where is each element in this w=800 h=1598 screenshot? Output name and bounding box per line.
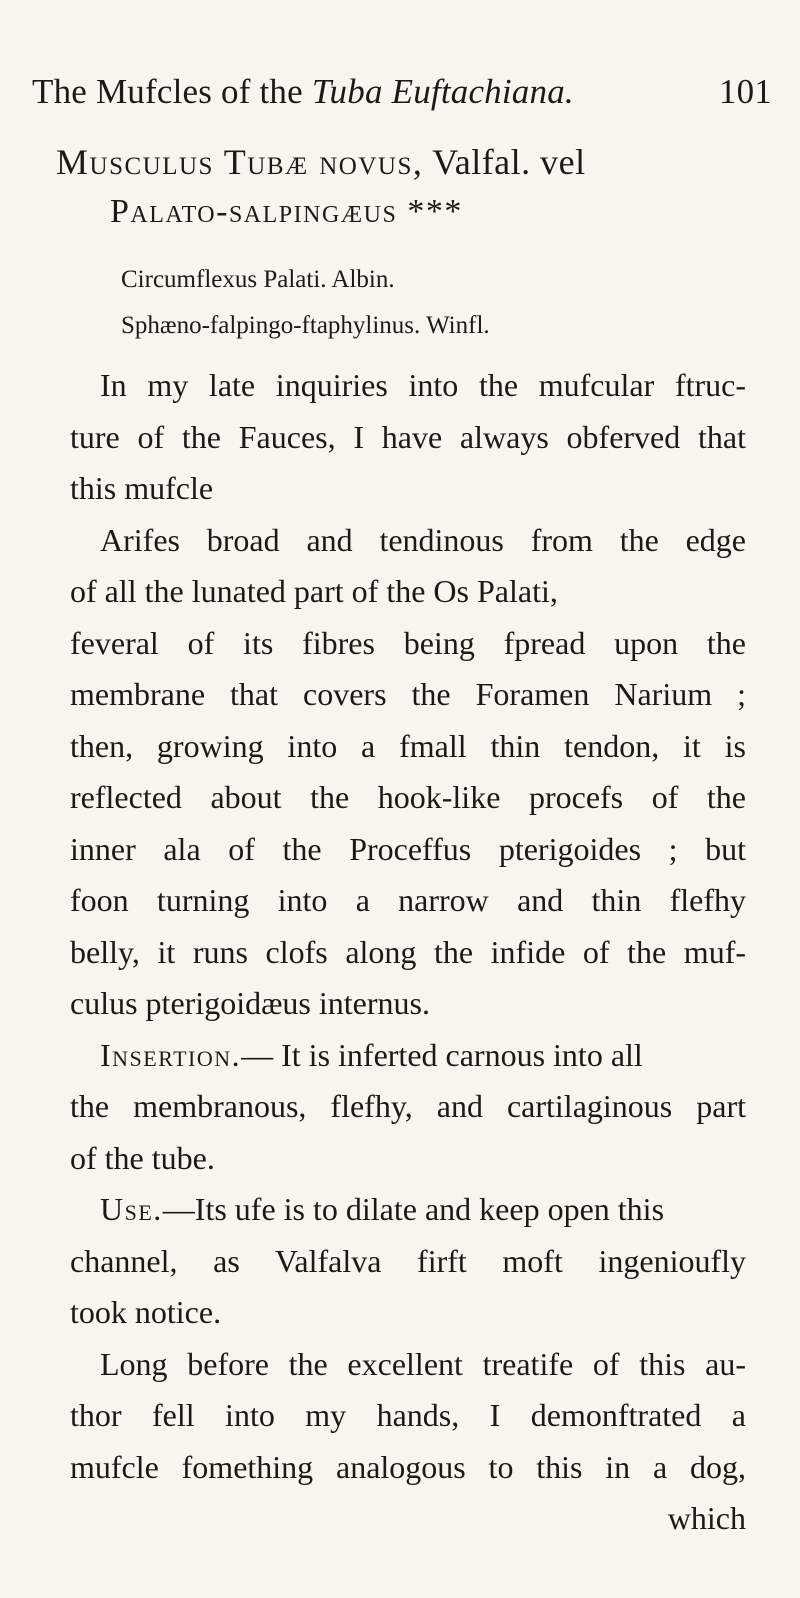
text-line: belly, it runs clofs along the infide of the muf- <box>70 933 746 970</box>
synonym-line: Circumflexus Palati. Albin. <box>121 266 395 293</box>
heading-line-2: Palato-salpingæus *** <box>110 193 463 230</box>
page-number: 101 <box>718 72 772 111</box>
heading-author: Valfal. vel <box>423 142 586 182</box>
synonym-line: Sphæno-falpingo-ftaphylinus. Winfl. <box>121 312 490 339</box>
catchword: which <box>667 1500 746 1536</box>
text-line: channel, as Valfalva firft moft ingenioufly <box>70 1242 746 1279</box>
text-line: feveral of its fibres being fpread upon the <box>70 624 746 661</box>
text-line <box>70 1030 746 1082</box>
text-line: ture of the Fauces, I have always obferved that <box>70 418 746 455</box>
text-line: the membranous, flefhy, and cartilaginous part <box>70 1088 746 1124</box>
insertion-text: — It is inferted carnous into all <box>241 1036 643 1073</box>
body-text <box>70 360 746 1545</box>
text-line: inner ala of the Proceffus pterigoides ; but <box>70 830 746 867</box>
running-head-title: The Mufcles of the <box>32 72 312 111</box>
text-line <box>70 1184 746 1236</box>
text-line: reflected about the hook-like procefs of the <box>70 779 746 815</box>
running-head <box>32 72 772 112</box>
text-line: of the tube. <box>70 1139 215 1176</box>
text-line: mufcle fomething analogous to this in a dog, <box>70 1448 746 1485</box>
use-text: —Its ufe is to dilate and keep open this <box>162 1191 665 1227</box>
text-line: took notice. <box>70 1294 222 1330</box>
text-line: membrane that covers the Foramen Narium ; <box>70 676 746 712</box>
heading-line-1 <box>56 141 586 183</box>
heading-muscle-name: Musculus Tubæ novus, <box>56 142 424 182</box>
text-line: In my late inquiries into the mufcular ftruc- <box>100 367 746 403</box>
text-line: then, growing into a fmall thin tendon, it is <box>70 727 746 764</box>
text-line: Arifes broad and tendinous from the edge <box>100 521 746 558</box>
insertion-label: Insertion. <box>100 1036 242 1073</box>
text-line: Long before the excellent treatife of this au- <box>100 1345 746 1382</box>
text-line: of all the lunated part of the Os Palati, <box>70 573 558 609</box>
running-head-title-italic: Tuba Euftachiana. <box>311 72 574 111</box>
use-label: Use. <box>100 1191 163 1227</box>
text-line: thor fell into my hands, I demonftrated a <box>70 1397 746 1433</box>
text-line: this mufcle <box>70 470 214 506</box>
text-line: foon turning into a narrow and thin flefhy <box>70 882 746 918</box>
text-line: culus pterigoidæus internus. <box>70 985 430 1021</box>
